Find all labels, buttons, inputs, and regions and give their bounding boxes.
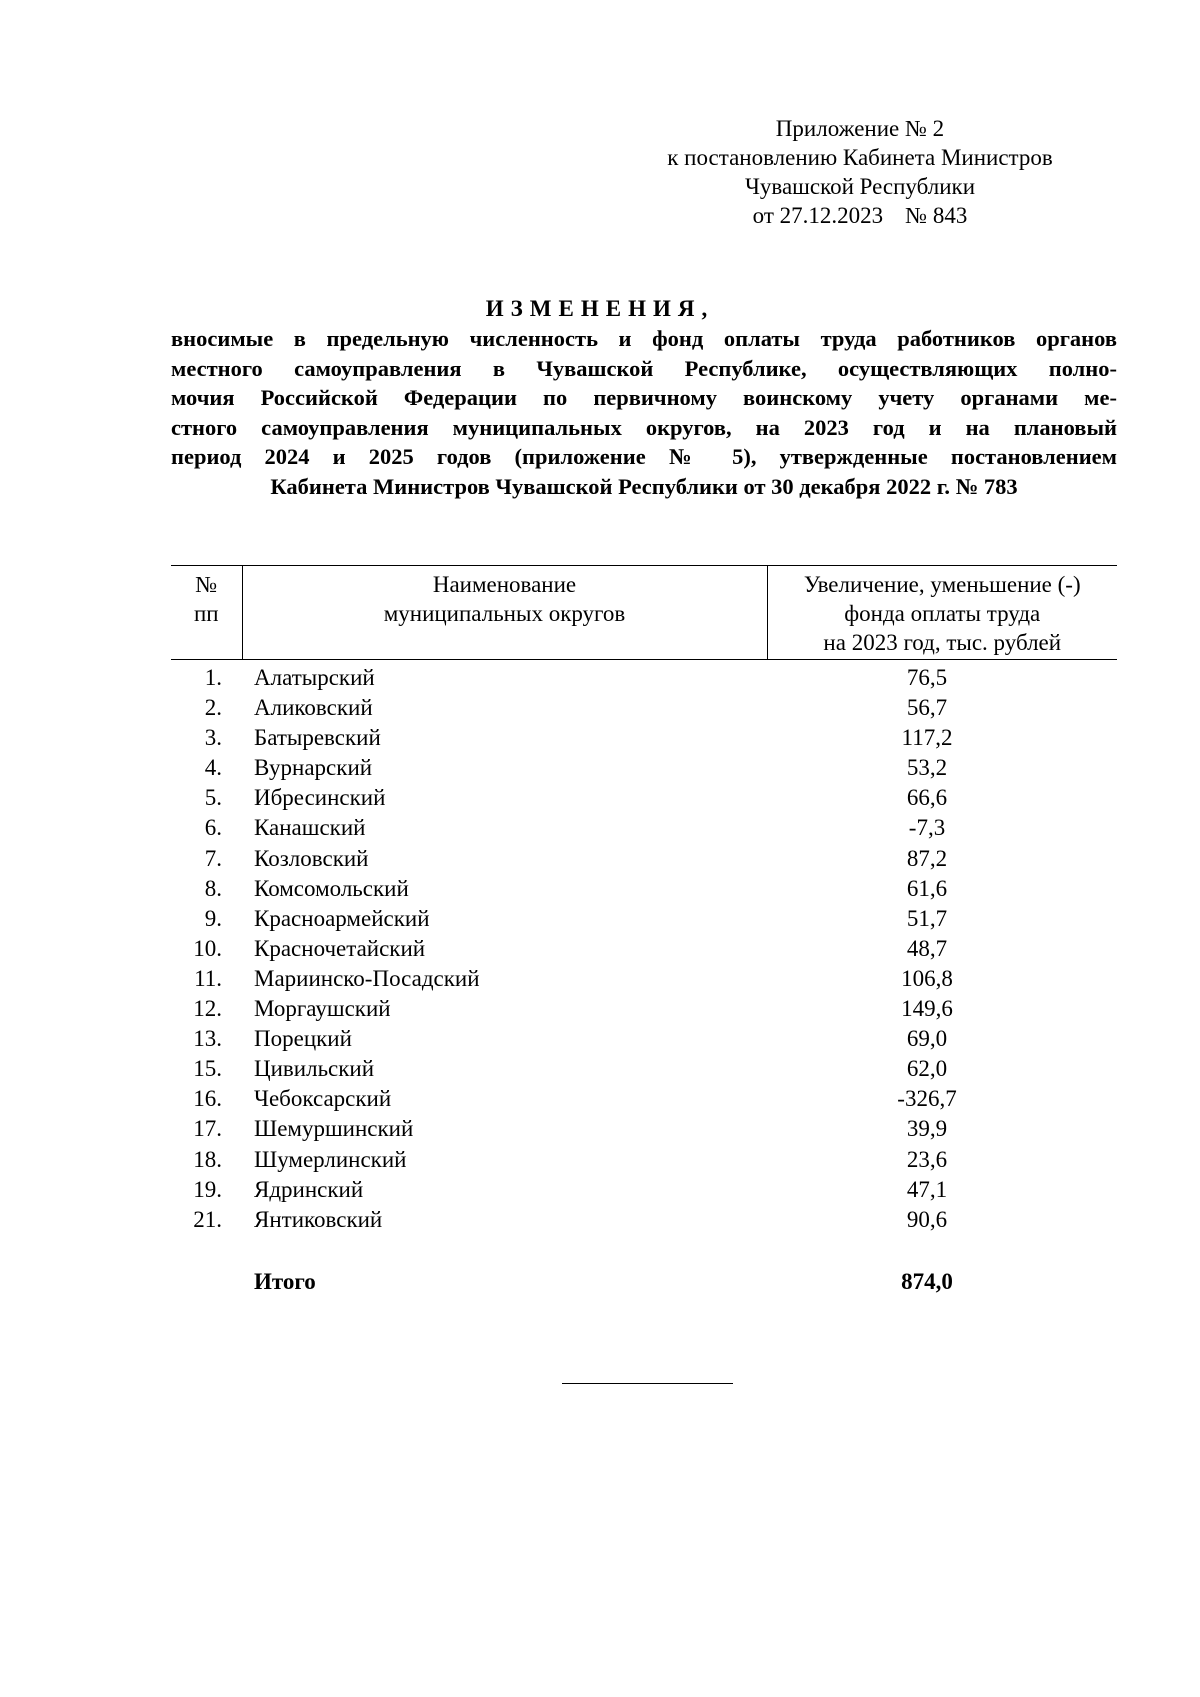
table-row xyxy=(171,723,1117,753)
total-value: 874,0 xyxy=(901,1268,953,1294)
district-name: Козловский xyxy=(254,845,369,871)
subtitle-line: стного самоуправления муниципальных округов, на 2023 год и на плановый xyxy=(171,414,1117,440)
table-row xyxy=(171,693,1117,723)
row-number: 5. xyxy=(204,785,222,811)
table-row xyxy=(171,1175,1117,1205)
fund-change-value: 47,1 xyxy=(906,1176,948,1202)
districts-table xyxy=(171,565,1117,1297)
district-name: Ядринский xyxy=(254,1176,364,1202)
district-name: Ибресинский xyxy=(254,785,386,811)
district-name: Порецкий xyxy=(254,1026,352,1052)
fund-change-value: 53,2 xyxy=(906,755,948,781)
fund-change-value: 149,6 xyxy=(901,996,953,1022)
fund-change-value: 56,7 xyxy=(906,695,948,721)
row-number: 7. xyxy=(204,845,222,871)
table-row xyxy=(171,1114,1117,1144)
table-row xyxy=(171,1084,1117,1114)
document-subtitle xyxy=(171,324,1117,501)
row-number: 12. xyxy=(193,996,222,1022)
fund-change-value: -7,3 xyxy=(908,815,946,841)
row-number: 16. xyxy=(193,1086,222,1112)
row-number: 21. xyxy=(193,1206,222,1232)
table-row xyxy=(171,904,1117,934)
subtitle-line: Кабинета Министров Чувашской Республики от 30 декабря 2022 г. № 783 xyxy=(270,473,1018,499)
header-value: Увеличение, уменьшение (-) фонда оплаты труда на 2023 год, тыс. рублей xyxy=(767,566,1117,660)
table-row xyxy=(171,1054,1117,1084)
row-number: 8. xyxy=(204,875,222,901)
annex-number: № 843 xyxy=(905,203,968,228)
table-row xyxy=(171,783,1117,813)
table-row xyxy=(171,934,1117,964)
district-name: Чебоксарский xyxy=(254,1086,392,1112)
district-name: Аликовский xyxy=(254,695,373,721)
district-name: Янтиковский xyxy=(254,1206,383,1232)
district-name: Шумерлинский xyxy=(254,1146,407,1172)
district-name: Цивильский xyxy=(254,1056,375,1082)
table-row xyxy=(171,1024,1117,1054)
district-name: Батыревский xyxy=(254,725,381,751)
row-number: 13. xyxy=(193,1026,222,1052)
row-number: 9. xyxy=(204,905,222,931)
table-row xyxy=(171,753,1117,783)
row-number: 1. xyxy=(204,665,222,690)
fund-change-value: 51,7 xyxy=(906,905,948,931)
district-name: Вурнарский xyxy=(254,755,373,781)
closing-rule xyxy=(562,1383,733,1384)
subtitle-line: вносимые в предельную численность и фонд оплаты труда работников органов xyxy=(171,326,1117,351)
row-number: 15. xyxy=(193,1056,222,1082)
annex-block xyxy=(600,114,1120,230)
district-name: Красноармейский xyxy=(254,905,430,931)
fund-change-value: 106,8 xyxy=(901,965,953,991)
total-row xyxy=(171,1267,1117,1297)
fund-change-value: 39,9 xyxy=(906,1116,948,1142)
row-number: 3. xyxy=(204,725,222,751)
fund-change-value: 61,6 xyxy=(906,875,948,901)
district-name: Мариинско-Посадский xyxy=(254,965,480,991)
annex-date-line xyxy=(600,201,1120,230)
fund-change-value: 62,0 xyxy=(906,1056,948,1082)
annex-resolution: к постановлению Кабинета Министров xyxy=(667,145,1053,170)
fund-change-value: -326,7 xyxy=(897,1086,957,1112)
table-row xyxy=(171,874,1117,904)
row-number: 4. xyxy=(204,755,222,781)
annex-title: Приложение № 2 xyxy=(775,116,945,141)
document-heading: ИЗМЕНЕНИЯ, xyxy=(485,296,715,321)
row-number: 11. xyxy=(194,965,222,991)
table-row xyxy=(171,844,1117,874)
header-number: № пп xyxy=(171,566,242,660)
fund-change-value: 48,7 xyxy=(906,935,948,961)
annex-republic: Чувашской Республики xyxy=(744,174,976,199)
subtitle-line: местного самоуправления в Чувашской Республике, осуществляющих полно- xyxy=(171,355,1117,381)
fund-change-value: 87,2 xyxy=(906,845,948,871)
table-header-row xyxy=(171,566,1117,660)
district-name: Комсомольский xyxy=(254,875,409,901)
header-name: Наименование муниципальных округов xyxy=(242,566,767,660)
fund-change-value: 69,0 xyxy=(906,1026,948,1052)
table-row xyxy=(171,660,1117,694)
annex-date: от 27.12.2023 xyxy=(752,203,884,228)
subtitle-line: мочия Российской Федерации по первичному воинскому учету органами ме- xyxy=(171,385,1117,410)
fund-change-value: 76,5 xyxy=(906,665,948,690)
table-row xyxy=(171,994,1117,1024)
district-name: Канашский xyxy=(254,815,366,841)
fund-change-value: 90,6 xyxy=(906,1206,948,1232)
table-spacer xyxy=(171,1235,1117,1267)
fund-change-value: 117,2 xyxy=(901,725,953,751)
district-name: Моргаушский xyxy=(254,996,391,1022)
total-label: Итого xyxy=(254,1268,316,1294)
row-number: 2. xyxy=(204,695,222,721)
district-name: Алатырский xyxy=(254,665,375,690)
table-row xyxy=(171,813,1117,843)
table-row xyxy=(171,964,1117,994)
table-row xyxy=(171,1205,1117,1235)
fund-change-value: 23,6 xyxy=(906,1146,948,1172)
row-number: 18. xyxy=(193,1146,222,1172)
fund-change-value: 66,6 xyxy=(906,785,948,811)
row-number: 6. xyxy=(204,815,222,841)
subtitle-line: период 2024 и 2025 годов (приложение № 5), утвержденные постановлением xyxy=(171,444,1117,469)
row-number: 17. xyxy=(193,1116,222,1142)
district-name: Шемуршинский xyxy=(254,1116,414,1142)
district-name: Красночетайский xyxy=(254,935,426,961)
row-number: 10. xyxy=(193,935,222,961)
row-number: 19. xyxy=(193,1176,222,1202)
table-row xyxy=(171,1145,1117,1175)
